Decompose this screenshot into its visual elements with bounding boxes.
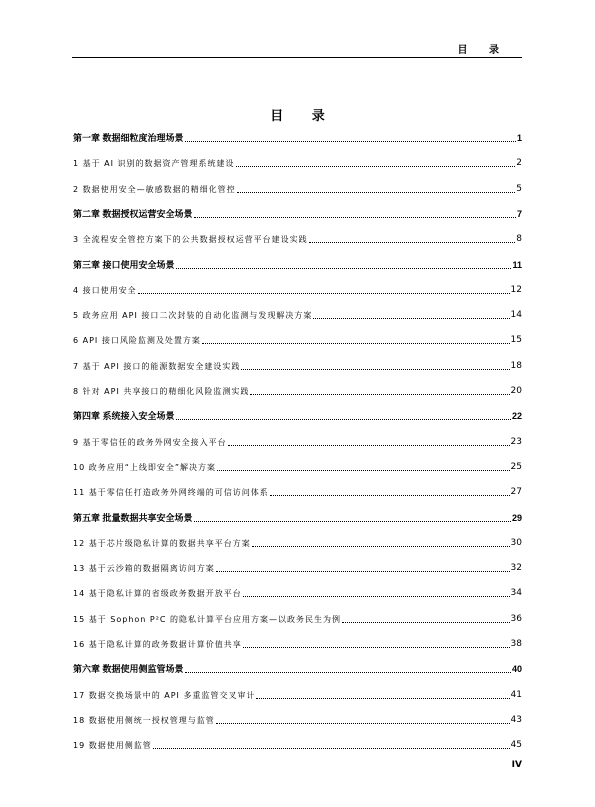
toc-section-entry[interactable] — [73, 484, 522, 498]
dot-leader — [241, 369, 509, 370]
dot-leader — [309, 242, 516, 243]
dot-leader — [217, 470, 510, 471]
toc-entry-page-number: 15 — [510, 335, 522, 346]
toc-section-entry[interactable] — [73, 585, 522, 599]
toc-entry-title: 16 基于隐私计算的政务数据计算价值共享 — [73, 640, 242, 649]
dot-leader — [176, 268, 512, 269]
table-of-contents — [73, 0, 522, 807]
toc-entry-page-number: 30 — [510, 537, 522, 548]
toc-chapter-entry[interactable] — [73, 257, 522, 271]
toc-chapter-entry[interactable] — [73, 130, 522, 144]
toc-section-entry[interactable] — [73, 181, 522, 195]
toc-entry-title: 第二章 数据授权运营安全场景 — [73, 208, 193, 219]
toc-entry-title: 第一章 数据细粒度治理场景 — [73, 133, 184, 143]
toc-entry-page-number: 11 — [512, 259, 522, 270]
toc-section-entry[interactable] — [73, 434, 522, 448]
dot-leader — [256, 698, 509, 699]
toc-section-entry[interactable] — [73, 231, 522, 245]
toc-section-entry[interactable] — [73, 636, 522, 650]
dot-leader — [216, 723, 510, 724]
toc-entry-title: 5 政务应用 API 接口二次封装的自动化监测与发现解决方案 — [73, 311, 313, 321]
toc-section-entry[interactable] — [73, 560, 522, 574]
dot-leader — [185, 672, 511, 673]
toc-section-entry[interactable] — [73, 712, 522, 726]
dot-leader — [138, 293, 510, 294]
toc-entry-title: 1 基于 AI 识别的数据资产管理系统建设 — [73, 159, 235, 169]
toc-entry-title: 11 基于零信任打造政务外网终端的可信访问体系 — [73, 488, 269, 498]
dot-leader — [176, 419, 511, 420]
toc-entry-title: 8 针对 API 共享接口的精细化风险监测实践 — [73, 387, 250, 396]
toc-entry-page-number: 27 — [510, 487, 522, 498]
dot-leader — [153, 748, 510, 749]
toc-section-entry[interactable] — [73, 155, 522, 169]
dot-leader — [194, 217, 516, 218]
toc-entry-title: 第四章 系统接入安全场景 — [73, 411, 175, 422]
toc-entry-page-number: 41 — [510, 689, 522, 700]
toc-entry-title: 4 接口使用安全 — [73, 285, 137, 295]
toc-entry-title: 19 数据使用侧监管 — [73, 741, 152, 751]
toc-entry-title: 2 数据使用安全—敏感数据的精细化管控 — [73, 184, 236, 194]
toc-section-entry[interactable] — [73, 737, 522, 751]
toc-section-entry[interactable] — [73, 535, 522, 549]
toc-entry-page-number: 34 — [510, 588, 522, 599]
toc-entry-page-number: 8 — [516, 234, 522, 245]
toc-entry-title: 12 基于芯片级隐私计算的数据共享平台方案 — [73, 538, 251, 548]
dot-leader — [236, 166, 516, 167]
dot-leader — [252, 546, 510, 547]
dot-leader — [243, 647, 510, 648]
toc-chapter-entry[interactable] — [73, 206, 522, 220]
toc-entry-page-number: 5 — [516, 183, 522, 194]
toc-entry-title: 10 政务应用“上线即安全”解决方案 — [73, 462, 217, 472]
toc-entry-title: 3 全流程安全管控方案下的公共数据授权运营平台建设实践 — [73, 235, 308, 245]
dot-leader — [194, 521, 511, 522]
toc-entry-title: 13 基于云沙箱的数据隔离访问方案 — [73, 564, 215, 574]
toc-chapter-entry[interactable] — [73, 408, 522, 422]
header-title: 目 录 — [457, 45, 508, 56]
dot-leader — [243, 596, 510, 597]
toc-entry-title: 14 基于隐私计算的省级政务数据开放平台 — [73, 589, 242, 599]
dot-leader — [313, 318, 509, 319]
toc-entry-page-number: 40 — [511, 664, 522, 675]
toc-section-entry[interactable] — [73, 307, 522, 321]
toc-entry-title: 18 数据使用侧统一授权管理与监管 — [73, 715, 215, 725]
toc-section-entry[interactable] — [73, 282, 522, 296]
toc-entry-page-number: 45 — [510, 740, 522, 751]
toc-section-entry[interactable] — [73, 332, 522, 346]
toc-entry-title: 6 API 接口风险监测及处置方案 — [73, 336, 201, 346]
toc-entry-page-number: 1 — [516, 133, 522, 143]
toc-entry-title: 第五章 批量数据共享安全场景 — [73, 512, 193, 523]
dot-leader — [270, 495, 510, 496]
toc-entry-page-number: 14 — [510, 310, 522, 321]
toc-section-entry[interactable] — [73, 687, 522, 701]
toc-entry-page-number: 32 — [510, 563, 522, 574]
toc-entry-page-number: 20 — [510, 386, 522, 396]
toc-entry-title: 15 基于 Sophon P²C 的隐私计算平台应用方案—以政务民生为例 — [73, 614, 342, 624]
toc-entry-page-number: 2 — [516, 158, 522, 169]
footer-page-number: IV — [511, 760, 522, 770]
toc-entry-page-number: 7 — [516, 208, 522, 219]
toc-section-entry[interactable] — [73, 611, 522, 625]
toc-chapter-entry[interactable] — [73, 510, 522, 524]
toc-entry-title: 9 基于零信任的政务外网安全接入平台 — [73, 437, 227, 447]
toc-entry-title: 7 基于 API 接口的能源数据安全建设实践 — [73, 361, 241, 371]
dot-leader — [228, 445, 510, 446]
toc-entry-title: 第六章 数据使用侧监管场景 — [73, 664, 184, 675]
toc-title: 目 录 — [270, 109, 337, 124]
toc-entry-page-number: 43 — [510, 714, 522, 725]
toc-entry-title: 第三章 接口使用安全场景 — [73, 259, 175, 270]
toc-chapter-entry[interactable] — [73, 661, 522, 675]
toc-entry-page-number: 25 — [510, 461, 522, 472]
dot-leader — [185, 141, 516, 142]
toc-section-entry[interactable] — [73, 383, 522, 397]
toc-entry-page-number: 38 — [510, 639, 522, 649]
dot-leader — [202, 343, 510, 344]
toc-entry-page-number: 22 — [511, 411, 522, 422]
dot-leader — [237, 192, 516, 193]
toc-section-entry[interactable] — [73, 358, 522, 372]
toc-section-entry[interactable] — [73, 459, 522, 473]
toc-entry-title: 17 数据交换场景中的 API 多重监管交叉审计 — [73, 690, 256, 700]
dot-leader — [342, 622, 509, 623]
toc-entry-page-number: 29 — [511, 512, 522, 523]
dot-leader — [216, 571, 510, 572]
toc-entry-page-number: 23 — [510, 436, 522, 447]
dot-leader — [250, 394, 509, 395]
toc-entry-page-number: 36 — [510, 613, 522, 624]
toc-entry-page-number: 18 — [510, 360, 522, 371]
toc-entry-page-number: 12 — [510, 284, 522, 295]
